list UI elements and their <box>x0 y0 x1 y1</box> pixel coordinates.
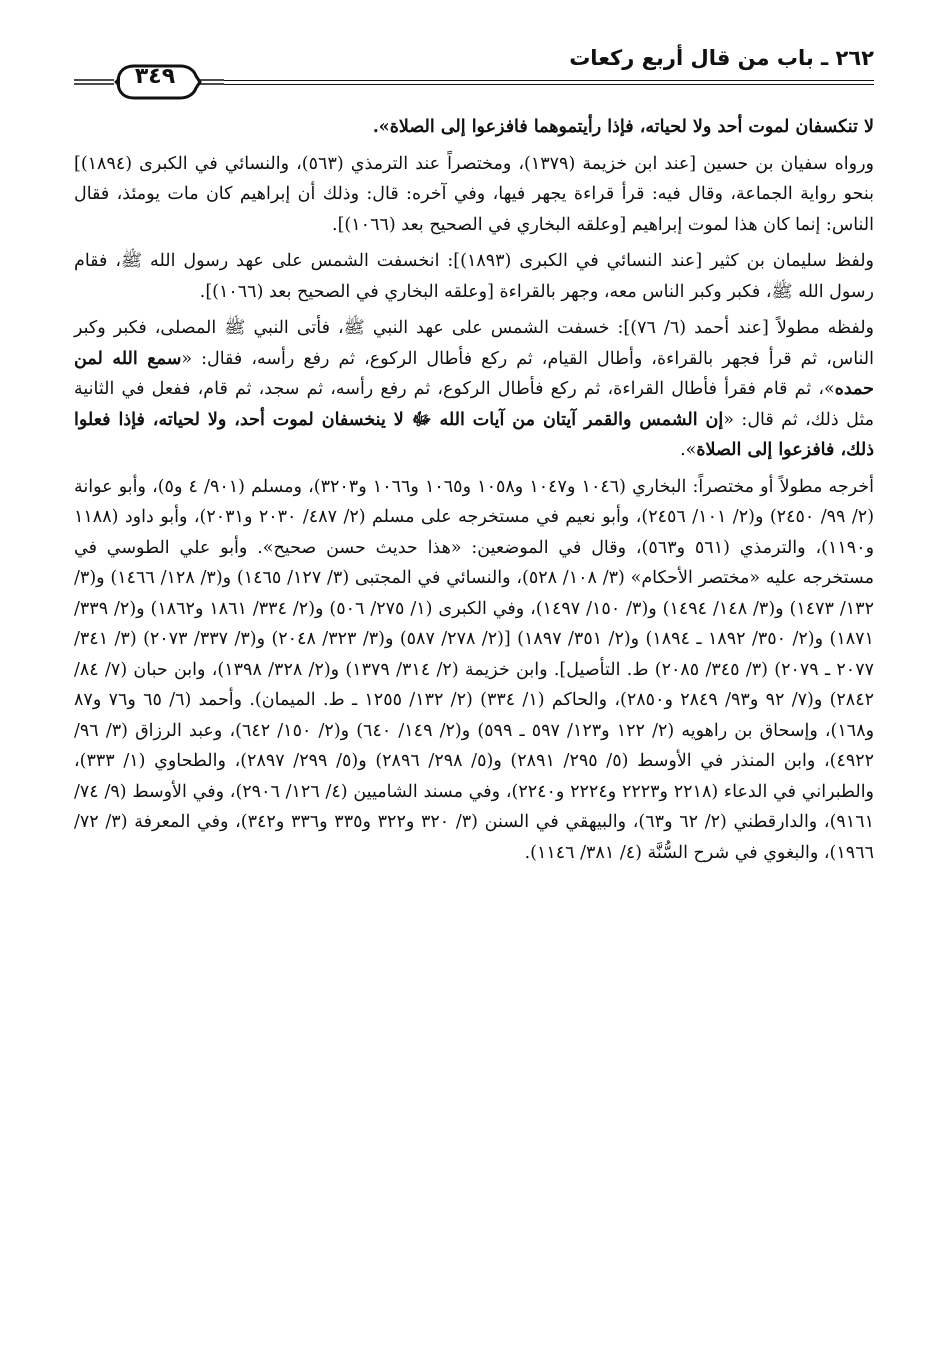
bold-text-segment: إن الشمس والقمر آيتان من آيات الله ﷻ لا ينخسفان لموت أحد، ولا لحياته، فإذا فعلوا ذلك، فافزعوا إلى الصلاة <box>74 409 874 460</box>
paragraph <box>74 313 874 466</box>
paragraph <box>74 112 874 143</box>
text-segment: أخرجه مطولاً أو مختصراً: البخاري (١٠٤٦ و١٠٤٧ و١٠٥٨ و١٠٦٥ و١٠٦٦ و٣٢٠٣)، ومسلم (٩٠١/ ٤ و٥)، وأبو عوانة (٢/ ٩٩/ ٢٤٥٠) و(٢/ ١٠١/ ٢٤٥٦)، وأبو نعيم في مستخرجه على مسلم (٢/ ٤٨٧/ ٢٠٣٠ و٢٠٣١)، وأبو داود (١١٨٨ و١١٩٠)، والترمذي (٥٦١ و٥٦٣)، وقال في الموضعين: «هذا حديث حسن صحيح». وأبو علي الطوسي في مستخرجه عليه «مختصر الأحكام» (٣/ ١٠٨/ ٥٢٨)، والنسائي في المجتبى (٣/ ١٢٧/ ١٤٦٥) و(٣/ ١٢٨/ ١٤٦٦) و(٣/ ١٣٢/ ١٤٧٣) و(٣/ ١٤٨/ ١٤٩٤) و(٣/ ١٥٠/ ١٤٩٧)، وفي الكبرى (١/ ٢٧٥/ ٥٠٦) و(٢/ ٣٣٤/ ١٨٦١ و١٨٦٢) و(٢/ ٣٣٩/ ١٨٧١) و(٢/ ٣٥٠/ ١٨٩٢ ـ ١٨٩٤) و(٢/ ٣٥١/ ١٨٩٧) [(٢/ ٢٧٨/ ٥٨٧) و(٣/ ٣٢٣/ ٢٠٤٨) و(٣/ ٣٣٧/ ٢٠٧٣) (٣/ ٣٤١/ ٢٠٧٧ ـ ٢٠٧٩) (٣/ ٣٤٥/ ٢٠٨٥) ط. التأصيل]. وابن خزيمة (٢/ ٣١٤/ ١٣٧٩) و(٢/ ٣٢٨/ ١٣٩٨)، وابن حبان (٧/ ٨٤/ ٢٨٤٢) و(٧/ ٩٢ و٩٣/ ٢٨٤٩ و٢٨٥٠)، والحاكم (١/ ٣٣٤) (٢/ ١٣٢/ ١٢٥٥ ـ ط. الميمان). وأحمد (٦/ ٦٥ و٧٦ و٨٧ و١٦٨)، وإسحاق بن راهويه (٢/ ١٢٢ و١٢٣/ ٥٩٧ ـ ٥٩٩) و(٢/ ١٤٩/ ٦٤٠) و(٢/ ١٥٠/ ٦٤٢)، وعبد الرزاق (٣/ ٩٦/ ٤٩٢٢)، وابن المنذر في الأوسط (٥/ ٢٩٥/ ٢٨٩١) و(٥/ ٢٩٨/ ٢٨٩٦) و(٥/ ٢٩٩/ ٢٨٩٧)، والطحاوي (١/ ٣٣٣)، والطبراني في الدعاء (٢٢١٨ و٢٢٢٣ و٢٢٢٤ و٢٢٤٠)، وفي مسند الشاميين (٤/ ١٢٦/ ٢٩٠٦)، وفي الأوسط (٩/ ٧٤/ ٩١٦١)، والدارقطني (٢/ ٦٢ و٦٣)، والبيهقي في السنن (٣/ ٣٢٠ و٣٢٢ و٣٣٥ و٣٣٦ و٣٤٢)، وفي المعرفة (٣/ ٧٢/ ١٩٦٦)، والبغوي في شرح السُّنَّة (٤/ ٣٨١/ ١١٤٦). <box>74 476 875 863</box>
page-number-badge <box>74 50 224 110</box>
text-segment: »، ثم قام فقرأ فأطال القراءة، ثم ركع فأطال الركوع، ثم رفع رأسه، ثم سجد، ثم قام، ففعل في الثانية مثل ذلك، ثم قال: « <box>74 379 874 430</box>
text-segment: ورواه سفيان بن حسين [عند ابن خزيمة (١٣٧٩)، ومختصراً عند الترمذي (٥٦٣)، والنسائي في الكبرى (١٨٩٤)] بنحو رواية الجماعة، وقال فيه: قرأ قراءة يجهر فيها، وفي آخره: قال: وذلك أن إبراهيم كان مات يومئذ، فقال الناس: إنما كان هذا لموت إبراهيم [وعلقه البخاري في الصحيح بعد (١٠٦٦)]. <box>74 153 874 235</box>
text-segment: ولفظه مطولاً [عند أحمد (٦/ ٧٦)]: خسفت الشمس على عهد النبي ﷺ، فأتى النبي ﷺ المصلى، فكبر وكبر الناس، ثم قرأ فجهر بالقراءة، وأطال القيام، ثم ركع فأطال الركوع، ثم رفع رأسه، فقال: « <box>74 318 875 369</box>
paragraph <box>74 246 874 307</box>
text-segment: ولفظ سليمان بن كثير [عند النسائي في الكبرى (١٨٩٣)]: انخسفت الشمس على عهد رسول الله ﷺ، فقام رسول الله ﷺ، فكبر وكبر الناس معه، وجهر بالقراءة [وعلقه البخاري في الصحيح بعد (١٠٦٦)]. <box>74 251 874 302</box>
running-title: ٢٦٢ ـ باب من قال أربع ركعات <box>569 46 874 70</box>
page-header <box>74 38 874 90</box>
page-number: ٣٤٩ <box>134 64 176 89</box>
text-segment: ». <box>680 440 697 460</box>
bold-text-segment: لا تنكسفان لموت أحد ولا لحياته، فإذا رأيتموهما فافزعوا إلى الصلاة». <box>372 117 874 137</box>
paragraph <box>74 472 874 869</box>
bold-text-segment: سمع الله لمن حمده <box>74 348 874 399</box>
main-text <box>74 112 874 874</box>
paragraph <box>74 149 874 241</box>
